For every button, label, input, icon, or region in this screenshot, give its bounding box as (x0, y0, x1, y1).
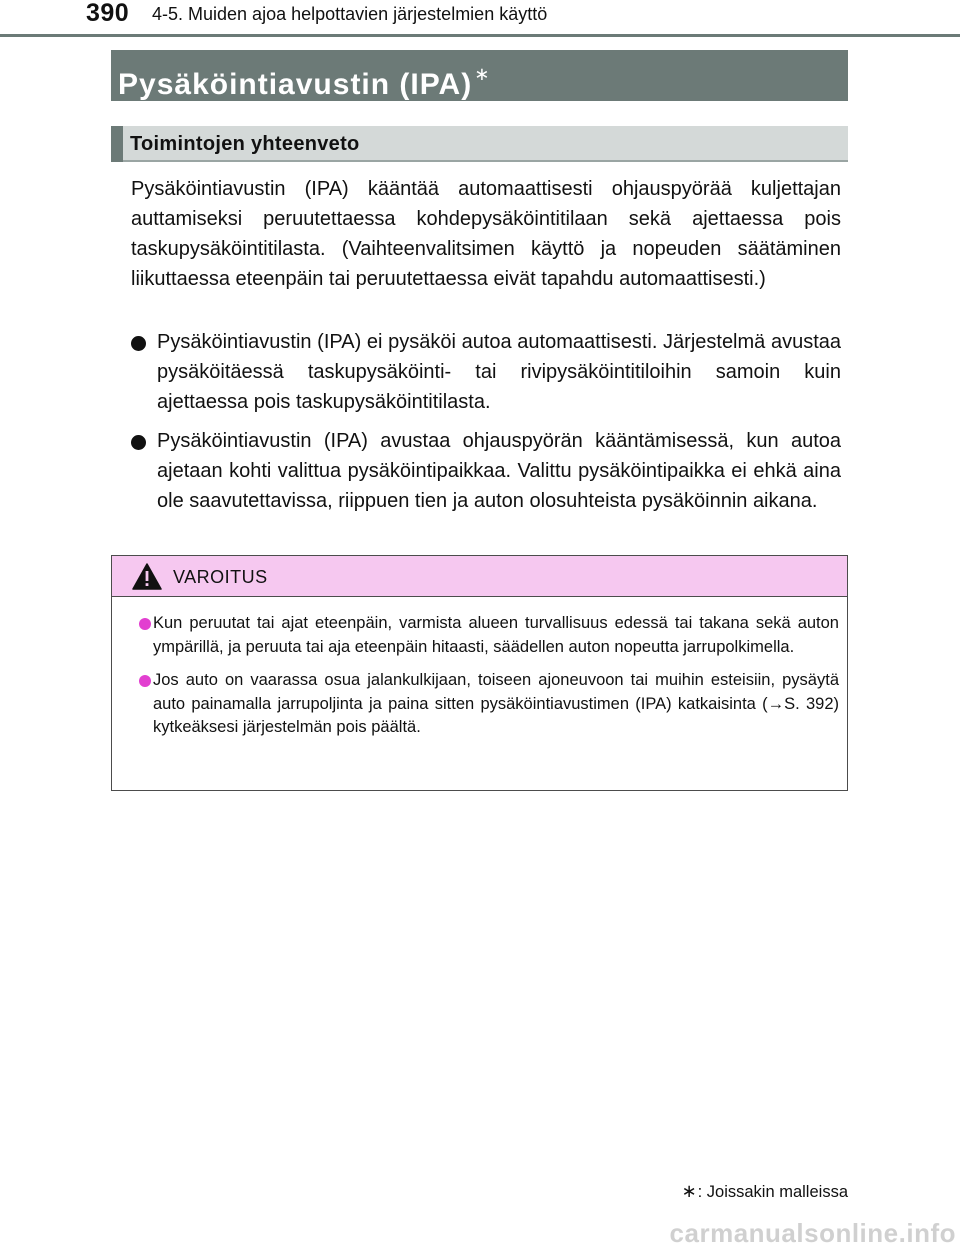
warning-triangle-icon (132, 563, 162, 590)
warning-item (139, 612, 839, 659)
intro-paragraph: Pysäköintiavustin (IPA) kääntää automaattisesti ohjauspyörää kuljettajan auttamiseksi peruutettaessa kohdepysäköintitilaan sekä ajettaessa pois taskupysäköintitilasta. (Vaihteenvalitsimen käyttö ja nopeuden säätäminen liikuttaessa eteenpäin tai peruutettaessa eivät tapahdu automaattisesti.) (131, 178, 841, 290)
warning-label: VAROITUS (173, 567, 268, 587)
warning-item-text: Kun peruutat tai ajat eteenpäin, varmista alueen turvallisuus edessä tai takana sekä auton ympärillä, ja peruuta tai aja eteenpäin hitaasti, säädellen auton nopeutta jarrupolkimella. (153, 614, 839, 656)
warning-box (111, 555, 848, 791)
bullet-icon (131, 336, 146, 351)
warning-list (139, 612, 839, 750)
header-rule (0, 34, 960, 37)
asterisk-icon: ∗ (681, 1181, 697, 1201)
subsection-title: Toimintojen yhteenveto (130, 133, 360, 155)
section-title (118, 54, 490, 105)
running-header: 4-5. Muiden ajoa helpottavien järjestelmien käyttö (152, 4, 548, 24)
bullet-icon (131, 435, 146, 450)
footnote-text: : Joissakin malleissa (697, 1183, 848, 1201)
warning-item (139, 669, 839, 740)
list-item (131, 426, 841, 516)
page-number: 390 (86, 0, 130, 27)
bullet-list (131, 327, 841, 525)
bullet-icon (139, 618, 151, 630)
section-title-text: Pysäköintiavustin (IPA) (118, 68, 473, 101)
subsection-accent-bar (111, 126, 123, 162)
list-item (131, 327, 841, 417)
asterisk-icon: ∗ (474, 64, 491, 84)
warning-item-text: Jos auto on vaarassa osua jalankulkijaan, toiseen ajoneuvoon tai muihin esteisiin, pysäytä auto painamalla jarrupoljinta ja paina sitten pysäköintiavustimen (IPA) katkaisinta (→S. 392) kytkeäksesi järjestelmän pois päältä. (153, 671, 839, 736)
footnote (682, 1180, 848, 1203)
list-item-text: Pysäköintiavustin (IPA) avustaa ohjauspyörän kääntämisessä, kun autoa ajetaan kohti valittua pysäköintipaikkaa. Valittu pysäköintipaikka ei ehkä aina ole saavutettavissa, riippuen tien ja auton olosuhteista pysäköinnin aikana. (157, 430, 841, 512)
watermark: carmanualsonline.info (669, 1218, 956, 1248)
list-item-text: Pysäköintiavustin (IPA) ei pysäköi autoa automaattisesti. Järjestelmä avustaa pysäköitäessä taskupysäköinti- tai rivipysäköintitiloihin samoin kuin ajettaessa pois taskupysäköintitilasta. (157, 331, 841, 413)
warning-header (112, 556, 847, 597)
bullet-icon (139, 675, 151, 687)
